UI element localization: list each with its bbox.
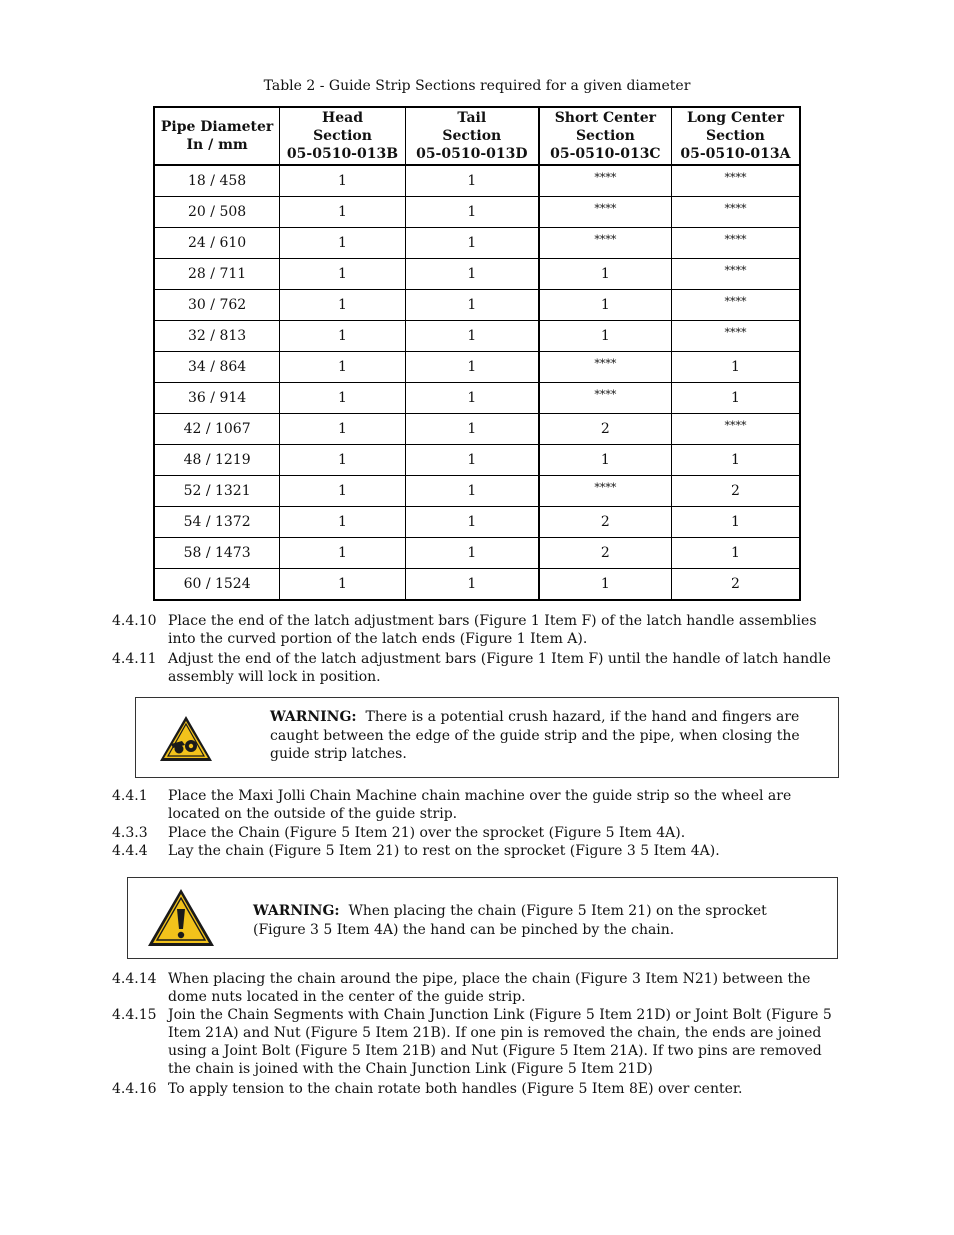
cell-value: 1: [338, 576, 347, 592]
table-cell: [671, 476, 800, 507]
cell-value: 1: [730, 452, 740, 468]
table-cell: [280, 445, 406, 476]
cell-value: ****: [724, 171, 747, 184]
cell-value: 32 / 813: [188, 328, 247, 344]
table-cell: [539, 321, 672, 352]
table-cell: [280, 538, 406, 569]
warning-message: When placing the chain (Figure 5 Item 21) on the sprocket (Figure 3 5 Item 4A) the hand can be pinched by the chain.: [253, 903, 767, 938]
cell-value: 1: [338, 545, 347, 561]
table-cell: [405, 352, 539, 383]
cell-value: 1: [467, 452, 477, 468]
cell-value: ****: [724, 326, 747, 339]
table-cell: [539, 476, 672, 507]
cell-value: 1: [338, 390, 347, 406]
table-cell: [405, 476, 539, 507]
cell-value: ****: [724, 419, 747, 432]
header-short-center-section: [539, 107, 672, 165]
header-line: Tail: [457, 110, 487, 126]
cell-value: 2: [600, 421, 610, 437]
cell-value: 2: [730, 576, 740, 592]
table-cell: [154, 290, 280, 321]
table-row: [154, 569, 800, 601]
table-cell: [671, 352, 800, 383]
table-cell: [405, 507, 539, 538]
table-row: [154, 228, 800, 259]
cell-value: 1: [730, 514, 740, 530]
step-number: 4.4.11: [112, 651, 157, 667]
cell-value: ****: [724, 233, 747, 246]
table-cell: [405, 321, 539, 352]
cell-value: 1: [730, 545, 740, 561]
step-number: 4.4.10: [112, 613, 157, 629]
cell-value: 1: [467, 421, 477, 437]
table-cell: [280, 259, 406, 290]
table-cell: [154, 352, 280, 383]
step-text: Place the Maxi Jolli Chain Machine chain machine over the guide strip so the wheel are located on the outside of the guide strip.: [168, 788, 792, 822]
header-line: Long Center: [686, 110, 784, 126]
table-cell: [280, 165, 406, 197]
cell-value: 58 / 1473: [183, 545, 251, 561]
table-cell: [671, 259, 800, 290]
cell-value: ****: [724, 264, 747, 277]
table-row: [154, 352, 800, 383]
cell-value: 1: [730, 390, 740, 406]
table-header-row: [154, 107, 800, 165]
table-cell: [405, 228, 539, 259]
warning-label: WARNING:: [270, 709, 357, 725]
cell-value: 1: [467, 514, 477, 530]
table-cell: [154, 538, 280, 569]
table-cell: [539, 165, 672, 197]
table-cell: [405, 569, 539, 601]
table-cell: [280, 476, 406, 507]
cell-value: 1: [730, 359, 740, 375]
table-cell: [539, 383, 672, 414]
table-cell: [405, 259, 539, 290]
step-text: When placing the chain around the pipe, place the chain (Figure 3 Item N21) between the dome nuts located in the center of the guide strip.: [168, 971, 811, 1005]
table-cell: [154, 197, 280, 228]
table-cell: [539, 352, 672, 383]
table-row: [154, 321, 800, 352]
header-long-center-section: [671, 107, 800, 165]
table-row: [154, 507, 800, 538]
table-cell: [539, 538, 672, 569]
table-cell: [154, 507, 280, 538]
header-line: Head: [321, 110, 363, 126]
table-row: [154, 290, 800, 321]
cell-value: ****: [594, 171, 617, 184]
step-text: Join the Chain Segments with Chain Junction Link (Figure 5 Item 21D) or Joint Bolt (Figure 5 Item 21A) and Nut (Figure 5 Item 21B). If one pin is removed the chain, the ends are joined using a Joint Bolt (Figure 5 Item 21B) and Nut (Figure 5 Item 21A). If two pins are removed the chain is joined with the Chain Junction Link (Figure 5 Item 21D): [168, 1007, 832, 1077]
table-cell: [671, 165, 800, 197]
cell-value: 18 / 458: [188, 173, 247, 189]
cell-value: 1: [467, 266, 477, 282]
cell-value: 42 / 1067: [183, 421, 251, 437]
table-cell: [539, 290, 672, 321]
table-row: [154, 383, 800, 414]
procedure-step: [112, 1080, 842, 1098]
step-text: To apply tension to the chain rotate both handles (Figure 5 Item 8E) over center.: [168, 1081, 743, 1097]
cell-value: ****: [594, 357, 617, 370]
crush-hazard-icon: [158, 714, 214, 764]
cell-value: 1: [467, 545, 477, 561]
step-number: 4.4.16: [112, 1081, 157, 1097]
procedure-step: [112, 612, 842, 648]
table-cell: [671, 445, 800, 476]
table-cell: [671, 414, 800, 445]
table-cell: [539, 228, 672, 259]
procedure-step: [112, 824, 842, 842]
table-cell: [154, 228, 280, 259]
table-cell: [671, 228, 800, 259]
cell-value: 48 / 1219: [183, 452, 251, 468]
table-cell: [671, 569, 800, 601]
table-cell: [671, 383, 800, 414]
cell-value: 1: [338, 235, 347, 251]
step-number: 4.4.14: [112, 971, 157, 987]
cell-value: 1: [338, 173, 347, 189]
header-line: 05-0510-013C: [550, 146, 661, 162]
procedure-step: [112, 787, 842, 823]
cell-value: 1: [467, 297, 477, 313]
table-cell: [671, 507, 800, 538]
warning-text-pinch: [253, 902, 819, 939]
header-line: 05-0510-013B: [286, 146, 399, 162]
table-cell: [405, 445, 539, 476]
table-cell: [280, 321, 406, 352]
cell-value: 2: [600, 514, 610, 530]
step-text: Lay the chain (Figure 5 Item 21) to rest on the sprocket (Figure 3 5 Item 4A).: [168, 843, 720, 859]
table-cell: [154, 383, 280, 414]
cell-value: 1: [338, 266, 347, 282]
table-cell: [539, 507, 672, 538]
table-cell: [280, 352, 406, 383]
cell-value: 1: [600, 266, 610, 282]
cell-value: 1: [338, 421, 347, 437]
step-text: Adjust the end of the latch adjustment bars (Figure 1 Item F) until the handle of latch handle assembly will lock in position.: [168, 651, 831, 685]
cell-value: ****: [724, 295, 747, 308]
cell-value: 1: [338, 359, 347, 375]
cell-value: 1: [600, 576, 610, 592]
header-line: Short Center: [554, 110, 657, 126]
table-row: [154, 476, 800, 507]
table-cell: [280, 290, 406, 321]
table-row: [154, 538, 800, 569]
header-head-section: [280, 107, 406, 165]
cell-value: ****: [594, 202, 617, 215]
table-cell: [405, 538, 539, 569]
cell-value: 1: [467, 204, 477, 220]
table-cell: [671, 290, 800, 321]
warning-text-crush: [270, 708, 818, 764]
procedure-step: [112, 842, 842, 860]
procedure-step: [112, 1006, 842, 1078]
cell-value: 20 / 508: [188, 204, 247, 220]
step-number: 4.4.4: [112, 843, 148, 859]
cell-value: 60 / 1524: [183, 576, 251, 592]
cell-value: 1: [467, 359, 477, 375]
cell-value: ****: [594, 388, 617, 401]
table-cell: [539, 414, 672, 445]
cell-value: 1: [338, 328, 347, 344]
cell-value: 1: [338, 297, 347, 313]
table-cell: [405, 290, 539, 321]
table-cell: [405, 383, 539, 414]
cell-value: 1: [467, 390, 477, 406]
cell-value: 1: [338, 452, 347, 468]
header-line: 05-0510-013D: [416, 146, 528, 162]
table-cell: [154, 445, 280, 476]
table-row: [154, 259, 800, 290]
table-cell: [154, 569, 280, 601]
cell-value: 1: [467, 483, 477, 499]
step-number: 4.3.3: [112, 825, 148, 841]
table-cell: [154, 476, 280, 507]
table-cell: [280, 197, 406, 228]
table-row: [154, 197, 800, 228]
header-line: In / mm: [186, 137, 248, 153]
header-pipe-diameter: [154, 107, 280, 165]
cell-value: ****: [594, 481, 617, 494]
table-cell: [154, 259, 280, 290]
cell-value: 28 / 711: [188, 266, 247, 282]
warning-label: WARNING:: [253, 903, 340, 919]
cell-value: 2: [730, 483, 740, 499]
table-cell: [539, 259, 672, 290]
table-cell: [539, 197, 672, 228]
table-cell: [539, 445, 672, 476]
cell-value: 1: [467, 173, 477, 189]
header-line: Section: [442, 128, 502, 144]
warning-box-pinch: [127, 877, 838, 959]
warning-message: There is a potential crush hazard, if the hand and fingers are caught between the edge of the guide strip and the pipe, when closing the guide strip latches.: [270, 709, 800, 762]
exclamation-warning-icon: [146, 887, 216, 949]
header-line: Section: [706, 128, 765, 144]
table-cell: [671, 321, 800, 352]
header-line: Pipe Diameter: [160, 119, 274, 135]
cell-value: 1: [600, 297, 610, 313]
table-cell: [280, 569, 406, 601]
table-cell: [405, 165, 539, 197]
cell-value: 1: [600, 452, 610, 468]
header-tail-section: [405, 107, 539, 165]
cell-value: ****: [594, 233, 617, 246]
table-body: [154, 165, 800, 600]
step-number: 4.4.15: [112, 1007, 157, 1023]
table-cell: [280, 507, 406, 538]
cell-value: 1: [467, 328, 477, 344]
cell-value: 1: [338, 514, 347, 530]
table-row: [154, 445, 800, 476]
table-cell: [280, 414, 406, 445]
header-line: Section: [575, 128, 635, 144]
cell-value: 2: [600, 545, 610, 561]
table-cell: [154, 321, 280, 352]
step-text: Place the end of the latch adjustment bars (Figure 1 Item F) of the latch handle assemblies into the curved portion of the latch ends (Figure 1 Item A).: [168, 613, 817, 647]
header-line: 05-0510-013A: [680, 146, 791, 162]
table-caption: Table 2 - Guide Strip Sections required for a given diameter: [263, 78, 691, 94]
header-line: Section: [313, 128, 372, 144]
table-row: [154, 165, 800, 197]
table-cell: [671, 197, 800, 228]
cell-value: 1: [338, 483, 347, 499]
cell-value: ****: [724, 202, 747, 215]
cell-value: 52 / 1321: [183, 483, 251, 499]
cell-value: 34 / 864: [188, 359, 247, 375]
step-number: 4.4.1: [112, 788, 148, 804]
cell-value: 1: [600, 328, 610, 344]
table-cell: [405, 197, 539, 228]
step-text: Place the Chain (Figure 5 Item 21) over the sprocket (Figure 5 Item 4A).: [168, 825, 686, 841]
cell-value: 1: [467, 235, 477, 251]
cell-value: 36 / 914: [188, 390, 247, 406]
procedure-step: [112, 650, 842, 686]
warning-box-crush: [135, 697, 839, 778]
table-cell: [405, 414, 539, 445]
table-cell: [280, 383, 406, 414]
cell-value: 24 / 610: [188, 235, 247, 251]
cell-value: 1: [467, 576, 477, 592]
procedure-step: [112, 970, 842, 1006]
cell-value: 30 / 762: [188, 297, 247, 313]
table-cell: [154, 414, 280, 445]
cell-value: 1: [338, 204, 347, 220]
table-cell: [539, 569, 672, 601]
table-cell: [671, 538, 800, 569]
table-row: [154, 414, 800, 445]
guide-strip-table: [153, 106, 801, 601]
table-cell: [154, 165, 280, 197]
cell-value: 54 / 1372: [183, 514, 251, 530]
table-cell: [280, 228, 406, 259]
